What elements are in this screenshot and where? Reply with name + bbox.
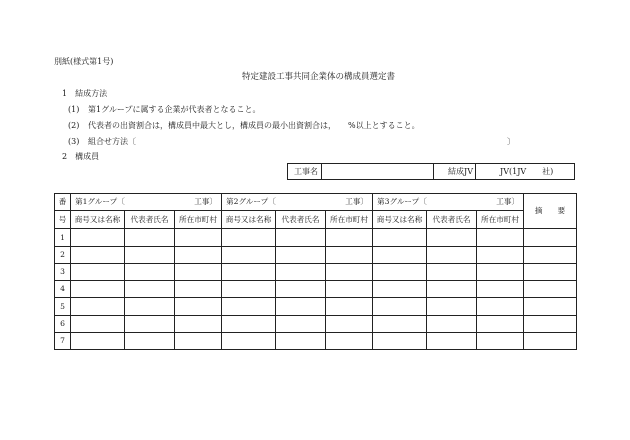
table-cell[interactable] bbox=[276, 263, 326, 280]
table-cell[interactable] bbox=[125, 246, 175, 263]
g3-company-name-header: 商号又は名称 bbox=[373, 211, 427, 229]
table-cell[interactable] bbox=[427, 229, 477, 246]
item-2-text: 代表者の出資割合は，構成員中最大とし，構成員の最小出資割合は， %以上とすること。 bbox=[88, 121, 420, 130]
row-number: 7 bbox=[55, 332, 71, 349]
table-cell[interactable] bbox=[373, 281, 427, 298]
table-cell[interactable] bbox=[427, 281, 477, 298]
table-cell[interactable] bbox=[125, 298, 175, 315]
table-cell[interactable] bbox=[175, 246, 222, 263]
table-cell[interactable] bbox=[222, 332, 276, 349]
document-title: 特定建設工事共同企業体の構成員選定書 bbox=[242, 72, 396, 82]
table-row bbox=[55, 263, 577, 280]
table-cell[interactable] bbox=[477, 229, 524, 246]
table-cell[interactable] bbox=[222, 246, 276, 263]
item-1-number: (1) bbox=[68, 105, 80, 114]
table-cell[interactable] bbox=[276, 281, 326, 298]
g3-representative-header: 代表者氏名 bbox=[427, 211, 477, 229]
table-cell[interactable] bbox=[477, 246, 524, 263]
table-cell[interactable] bbox=[222, 315, 276, 332]
g1-municipality-header: 所在市町村 bbox=[175, 211, 222, 229]
table-cell[interactable] bbox=[524, 315, 577, 332]
table-cell[interactable] bbox=[326, 263, 373, 280]
table-cell[interactable] bbox=[326, 246, 373, 263]
table-cell[interactable] bbox=[175, 298, 222, 315]
table-cell[interactable] bbox=[373, 332, 427, 349]
table-cell[interactable] bbox=[373, 315, 427, 332]
table-cell[interactable] bbox=[71, 298, 125, 315]
table-cell[interactable] bbox=[326, 229, 373, 246]
project-name-label: 工事名 bbox=[288, 164, 322, 179]
table-cell[interactable] bbox=[276, 315, 326, 332]
item-3-close-bracket: 〕 bbox=[507, 137, 515, 146]
table-cell[interactable] bbox=[477, 315, 524, 332]
g1-representative-header: 代表者氏名 bbox=[125, 211, 175, 229]
annex-label: 別紙(様式第1号) bbox=[54, 57, 114, 66]
table-cell[interactable] bbox=[125, 332, 175, 349]
table-cell[interactable] bbox=[373, 263, 427, 280]
table-cell[interactable] bbox=[477, 263, 524, 280]
table-cell[interactable] bbox=[477, 332, 524, 349]
table-header-columns bbox=[55, 211, 577, 229]
row-number: 1 bbox=[55, 229, 71, 246]
table-cell[interactable] bbox=[524, 281, 577, 298]
table-cell[interactable] bbox=[71, 332, 125, 349]
table-cell[interactable] bbox=[222, 229, 276, 246]
table-cell[interactable] bbox=[477, 281, 524, 298]
table-cell[interactable] bbox=[125, 229, 175, 246]
table-row bbox=[55, 315, 577, 332]
row-number: 4 bbox=[55, 281, 71, 298]
table-header-groups bbox=[55, 194, 577, 211]
table-cell[interactable] bbox=[175, 332, 222, 349]
g3-municipality-header: 所在市町村 bbox=[477, 211, 524, 229]
item-3-number: (3) bbox=[68, 137, 80, 146]
table-cell[interactable] bbox=[222, 298, 276, 315]
table-cell[interactable] bbox=[427, 246, 477, 263]
members-table bbox=[54, 193, 577, 350]
jv-label: 結成JV bbox=[434, 164, 476, 179]
table-cell[interactable] bbox=[222, 281, 276, 298]
g2-municipality-header: 所在市町村 bbox=[326, 211, 373, 229]
table-cell[interactable] bbox=[71, 281, 125, 298]
table-cell[interactable] bbox=[524, 263, 577, 280]
table-cell[interactable] bbox=[175, 229, 222, 246]
table-cell[interactable] bbox=[373, 246, 427, 263]
table-cell[interactable] bbox=[524, 246, 577, 263]
table-cell[interactable] bbox=[276, 332, 326, 349]
row-number: 3 bbox=[55, 263, 71, 280]
table-cell[interactable] bbox=[326, 281, 373, 298]
table-cell[interactable] bbox=[125, 315, 175, 332]
project-info-box bbox=[287, 163, 575, 180]
item-3-text: 組合せ方法〔 bbox=[88, 137, 136, 146]
row-number: 2 bbox=[55, 246, 71, 263]
table-cell[interactable] bbox=[427, 315, 477, 332]
table-cell[interactable] bbox=[175, 281, 222, 298]
remarks-header: 摘 要 bbox=[524, 194, 577, 229]
table-row bbox=[55, 332, 577, 349]
group-3-header: 第3グループ〔 工事〕 bbox=[373, 194, 524, 211]
table-cell[interactable] bbox=[175, 315, 222, 332]
table-cell[interactable] bbox=[326, 315, 373, 332]
table-cell[interactable] bbox=[71, 246, 125, 263]
table-cell[interactable] bbox=[373, 229, 427, 246]
table-cell[interactable] bbox=[524, 332, 577, 349]
row-number: 5 bbox=[55, 298, 71, 315]
jv-count-field[interactable]: JV(1JV 社) bbox=[500, 166, 554, 176]
table-cell[interactable] bbox=[71, 229, 125, 246]
table-cell[interactable] bbox=[276, 229, 326, 246]
table-cell[interactable] bbox=[125, 263, 175, 280]
project-name-field[interactable] bbox=[322, 164, 434, 179]
table-cell[interactable] bbox=[427, 332, 477, 349]
table-row bbox=[55, 281, 577, 298]
table-row bbox=[55, 229, 577, 246]
table-cell[interactable] bbox=[326, 332, 373, 349]
section1-heading: 1 結成方法 bbox=[62, 89, 108, 98]
table-cell[interactable] bbox=[71, 263, 125, 280]
col-number-header-top: 番 bbox=[55, 194, 71, 211]
item-2-number: (2) bbox=[68, 121, 80, 130]
table-cell[interactable] bbox=[524, 298, 577, 315]
g1-company-name-header: 商号又は名称 bbox=[71, 211, 125, 229]
row-number: 6 bbox=[55, 315, 71, 332]
table-cell[interactable] bbox=[276, 298, 326, 315]
table-cell[interactable] bbox=[477, 298, 524, 315]
table-cell[interactable] bbox=[71, 315, 125, 332]
table-cell[interactable] bbox=[373, 298, 427, 315]
table-cell[interactable] bbox=[222, 263, 276, 280]
group-2-header: 第2グループ〔 工事〕 bbox=[222, 194, 373, 211]
col-number-header-bottom: 号 bbox=[55, 211, 71, 229]
g2-company-name-header: 商号又は名称 bbox=[222, 211, 276, 229]
section2-heading: 2 構成員 bbox=[62, 152, 100, 161]
table-cell[interactable] bbox=[326, 298, 373, 315]
g2-representative-header: 代表者氏名 bbox=[276, 211, 326, 229]
table-row bbox=[55, 246, 577, 263]
table-cell[interactable] bbox=[524, 229, 577, 246]
group-1-header: 第1グループ〔 工事〕 bbox=[71, 194, 222, 211]
item-1-text: 第1グループに属する企業が代表者となること。 bbox=[88, 105, 261, 114]
table-cell[interactable] bbox=[125, 281, 175, 298]
table-row bbox=[55, 298, 577, 315]
table-cell[interactable] bbox=[427, 263, 477, 280]
table-cell[interactable] bbox=[276, 246, 326, 263]
table-cell[interactable] bbox=[427, 298, 477, 315]
table-cell[interactable] bbox=[175, 263, 222, 280]
